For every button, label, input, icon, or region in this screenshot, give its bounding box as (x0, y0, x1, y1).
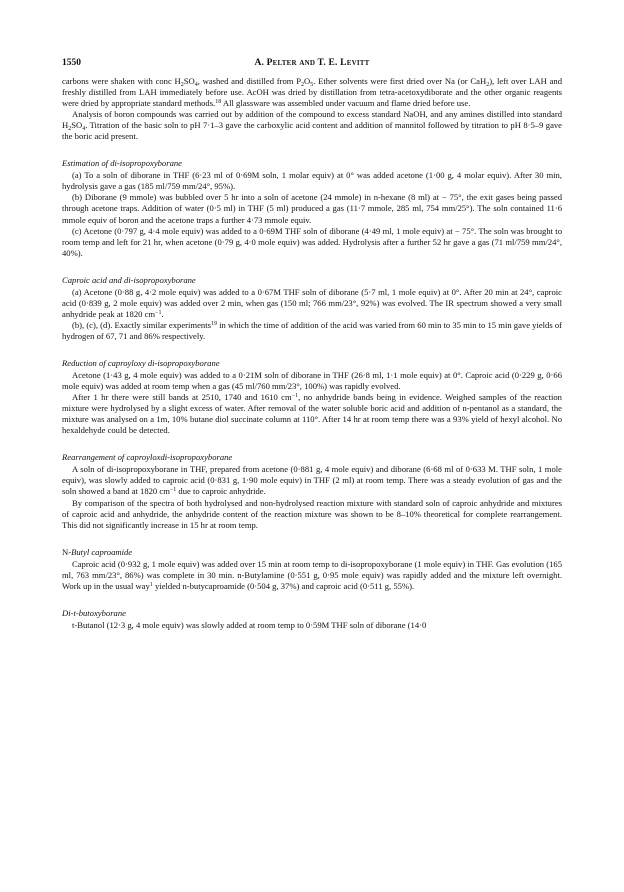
paragraph-di-t-butoxyborane: t-Butanol (12·3 g, 4 mole equiv) was slowly added at room temp to 0·59M THF soln of diborane (14·0 (72, 619, 427, 630)
paragraph-reduction-1: Acetone (1·43 g, 4 mole equiv) was added to a 0·21M soln of diborane in THF (26·8 ml, 1·1 mole equiv) at 0°. Caproic acid (0·229 g, 0·66 mole equiv) was added at room temp when a gas (45 ml/760 mm/23°, 100%) was rapidly evolved. (62, 370, 562, 392)
section-heading-caproic-acid: Caproic acid and di-isopropoxyborane (62, 274, 196, 285)
paragraph-estimation-c: (c) Acetone (0·797 g, 4·4 mole equiv) was added to a 0·69M THF soln of diborane (4·49 ml, 1 mole equiv) at − 75°. The soln was brought to room temp and left for 21 hr, when acetone (0·79 g, 4·0 mole equiv) was added. Hydrolysis after a further 52 hr gave a gas (71 ml/759 mm/24°, 40%). (62, 225, 562, 258)
section-heading-butyl-caproamide: N-Butyl caproamide (62, 546, 133, 557)
page-number: 1550 (62, 58, 81, 68)
page-header (62, 56, 562, 70)
paragraph-reduction-2: After 1 hr there were still bands at 2510, 1740 and 1610 $cm^{-1}$, no anhydride bands being in evidence. Weighed samples of the reaction mixture were hydrolysed by a slight excess of water. After removal of the water soluble boric acid and addition of n-pentanol as a standard, the mixture was analysed on a 1m, 10% butane diol succinate column at 110°. After 14 hr at room temp there was a 93% yield of hexyl alcohol. No hexaldehyde could be detected. (62, 392, 562, 436)
paragraph-caproic-a: (a) Acetone (0·88 g, 4·2 mole equiv) was added to a 0·67M THF soln of diborane (5·7 ml, 1 mole equiv) at 0°. After 20 min at 24°, caproic acid (0·839 g, 2 mole equiv) was added over 2 min, when gas (150 ml; 766 mm/23°, 92%) was evolved. The IR spectrum showed a very small anhydride peak at 1820 $cm^{-1}$. (62, 286, 562, 319)
paragraph-rearrangement-2: By comparison of the spectra of both hydrolysed and non-hydrolysed reaction mixture with standard soln of caproic anhydride and mixtures of caproic acid and anhydride, the anhydride content of the reaction mixture was shown to be 8–10% theoretical for complete rearrangement. This did not significantly increase in 15 hr at room temp. (62, 497, 562, 530)
section-heading-reduction: Reduction of caproyloxy di-isopropoxyborane (62, 357, 220, 368)
paragraph-estimation-b: (b) Diborane (9 mmole) was bubbled over 5 hr into a soln of acetone (24 mmole) in n-hexane (8 ml) at − 75°, the exit gases being passed through acetone traps. Addition of water (0·5 ml) in THF (5 ml) produced a gas (11·7 mmole, 285 ml, 754 mm/25°). The soln contained 11·6 mmole equiv of boron and the acetone traps a further 4·73 mmole equiv. (62, 192, 562, 225)
paragraph-solvent-drying: carbons were shaken with conc $H_2SO_4$, washed and distilled from $P_2O_5$. Ether solvents were first dried over Na (or CaH$_2$), left over LAH and freshly distilled from LAH immediately before use. AcOH was dried by distillation from tetra-acetoxydiborate and the other organic reagents were dried by appropriate standard methods.$^{18}$ All glassware was assembled under vacuum and flame dried before use. (62, 76, 562, 109)
paragraph-butyl-caproamide: Caproic acid (0·932 g, 1 mole equiv) was added over 15 min at room temp to di-isopropoxyborane (1 mole equiv) in THF. Gas evolution (165 ml, 763 mm/23°, 86%) was complete in 30 min. n-Butylamine (0·551 g, 0·95 mole equiv) was rapidly added and the mixture left overnight. Work up in the usual way$^1$ yielded n-butycaproamide (0·504 g, 37%) and caproic acid (0·511 g, 55%). (62, 558, 562, 591)
section-heading-di-t-butoxyborane: Di-t-butoxyborane (62, 607, 126, 618)
paragraph-boron-analysis: Analysis of boron compounds was carried out by addition of the compound to excess standard NaOH, and any amines distilled into standard $H_2SO_4$. Titration of the basic soln to pH 7·1–3 gave the carboxylic acid content and addition of mannitol followed by titration to pH 8·5–9 gave the boric acid present. (62, 109, 562, 142)
article-body (62, 76, 562, 631)
paragraph-rearrangement-1: A soln of di-isopropoxyborane in THF, prepared from acetone (0·881 g, 4 mole equiv) and diborane (6·68 ml of 0·633 M. THF soln, 1 mole equiv), was slowly added to caproic acid (0·831 g, 1·90 mole equiv) in THF (2 ml) at room temp. There was a steady evolution of gas and the soln showed a band at 1820 $cm^{-1}$ due to caproic anhydride. (62, 464, 562, 497)
paragraph-estimation-a: (a) To a soln of diborane in THF (6·23 ml of 0·69M soln, 1 molar equiv) at 0° was added acetone (1·00 g, 4 molar equiv). After 30 min, hydrolysis gave a gas (185 ml/759 mm/24°, 95%). (62, 170, 562, 192)
section-heading-estimation: Estimation of di-isopropoxyborane (62, 158, 182, 169)
running-head: A. Pelter and T. E. Levitt (254, 58, 370, 68)
paragraph-caproic-bcd: (b), (c), (d). Exactly similar experiments$^{19}$ in which the time of addition of the acid was varied from 60 min to 35 min to 15 min gave yields of hydrogen of 67, 71 and 86% respectively. (62, 319, 563, 341)
section-heading-rearrangement: Rearrangement of caproyloxdi-isopropoxyborane (62, 452, 233, 463)
